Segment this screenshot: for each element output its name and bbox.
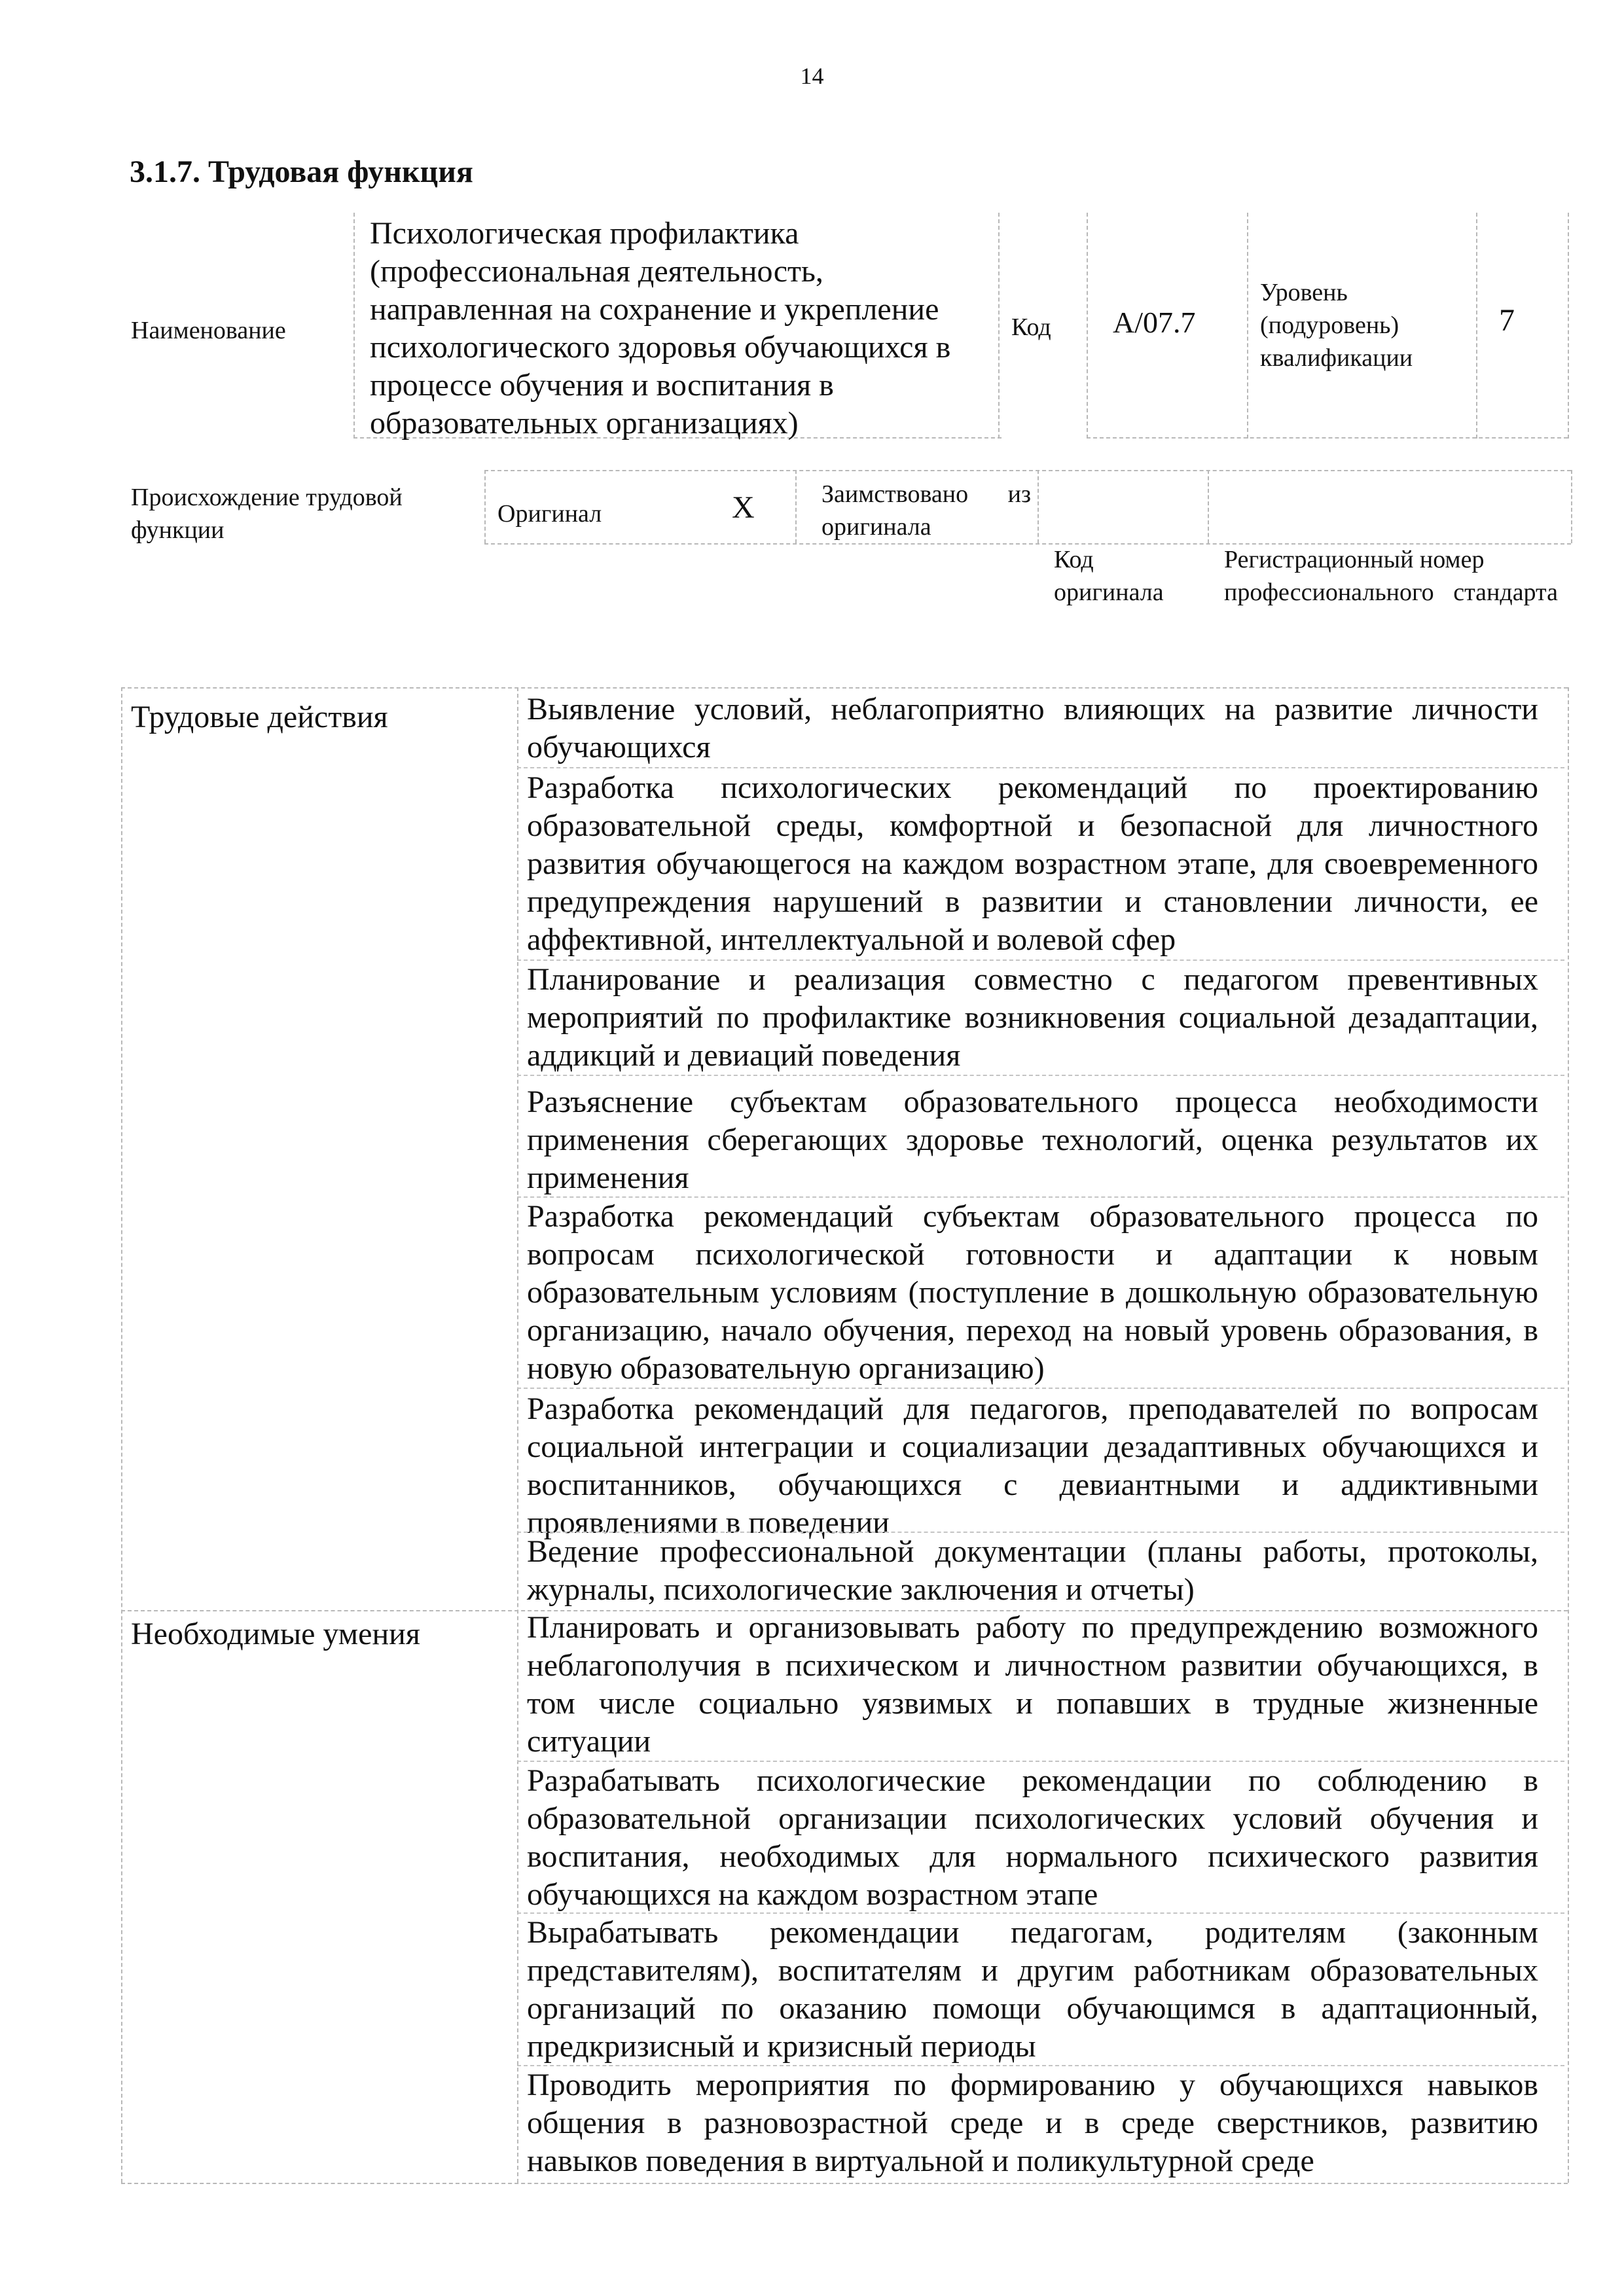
required-skills-label: Необходимые умения [131,1617,420,1651]
name-label: Наименование [131,317,286,344]
qualification-level-value: 7 [1499,303,1515,338]
list-item: Разъяснение субъектам образовательного процесса необходимости применения сберегающих здоровье технологий, оценка результатов их применения [527,1085,1538,1195]
original-label: Оригинал [497,500,602,528]
code-value: А/07.7 [1113,306,1196,339]
list-item: Разработка психологических рекомендаций по проектированию образовательной среды, комфортной и безопасной для личностного развития обучающегося на каждом возрастном этапе, для своевременного предупреждения нарушений в развитии и становлении личности, ее аффективной, интеллектуальной и волевой сфер [527,770,1538,957]
list-item: Разрабатывать психологические рекомендации по соблюдению в образовательной организации психологических условий обучения и воспитания, необходимых для нормального психического развития обучающихся на каждом возрастном этапе [527,1763,1538,1912]
qualification-level-label: Уровень (подуровень) квалификации [1260,279,1413,372]
reg-number-caption: Регистрационный номер профессионального стандарта [1224,546,1558,606]
borrowed-label: Заимствовано из оригинала [821,480,1031,541]
list-item: Разработка рекомендаций для педагогов, преподавателей по вопросам социальной интеграции и социализации дезадаптивных обучающихся и воспитанников, обучающихся с девиантными и аддиктивными проявлениями в поведении [527,1391,1538,1540]
list-item: Вырабатывать рекомендации педагогам, родителям (законным представителям), воспитателям и другим работникам образовательных организаций по оказанию помощи обучающимся в адаптационный, предкризисный и кризисный периоды [527,1915,1538,2064]
function-name-value: Психологическая профилактика (профессиональная деятельность, направленная на сохранение и укрепление психологического здоровья обучающихся в процессе обучения и воспитания в образовательных организациях) [370,216,951,440]
section-title: 3.1.7. Трудовая функция [130,154,473,189]
list-item: Планирование и реализация совместно с педагогом превентивных мероприятий по профилактике возникновения социальной дезадаптации, аддикций и девиаций поведения [527,962,1538,1073]
code-label: Код [1011,314,1051,341]
original-checkmark: X [732,490,755,525]
origin-label: Происхождение трудовой функции [131,484,403,544]
page-number: 14 [800,63,824,89]
list-item: Выявление условий, неблагоприятно влияющих на развитие личности обучающихся [527,692,1538,764]
list-item: Проводить мероприятия по формированию у обучающихся навыков общения в разновозрастной среде и в среде сверстников, развитию навыков поведения в виртуальной и поликультурной среде [527,2068,1538,2178]
list-item: Разработка рекомендаций субъектам образовательного процесса по вопросам психологической готовности и адаптации к новым образовательным условиям (поступление в дошкольную образовательную организацию, начало обучения, переход на новый уровень образования, в новую образовательную организацию) [527,1199,1538,1386]
list-item: Ведение профессиональной документации (планы работы, протоколы, журналы, психологические заключения и отчеты) [527,1534,1538,1607]
list-item: Планировать и организовывать работу по предупреждению возможного неблагополучия в психическом и личностном развитии обучающихся, в том числе социально уязвимых и попавших в трудные жизненные ситуации [527,1610,1538,1759]
code-original-caption: Код оригинала [1054,546,1164,606]
labor-actions-label: Трудовые действия [131,700,388,734]
